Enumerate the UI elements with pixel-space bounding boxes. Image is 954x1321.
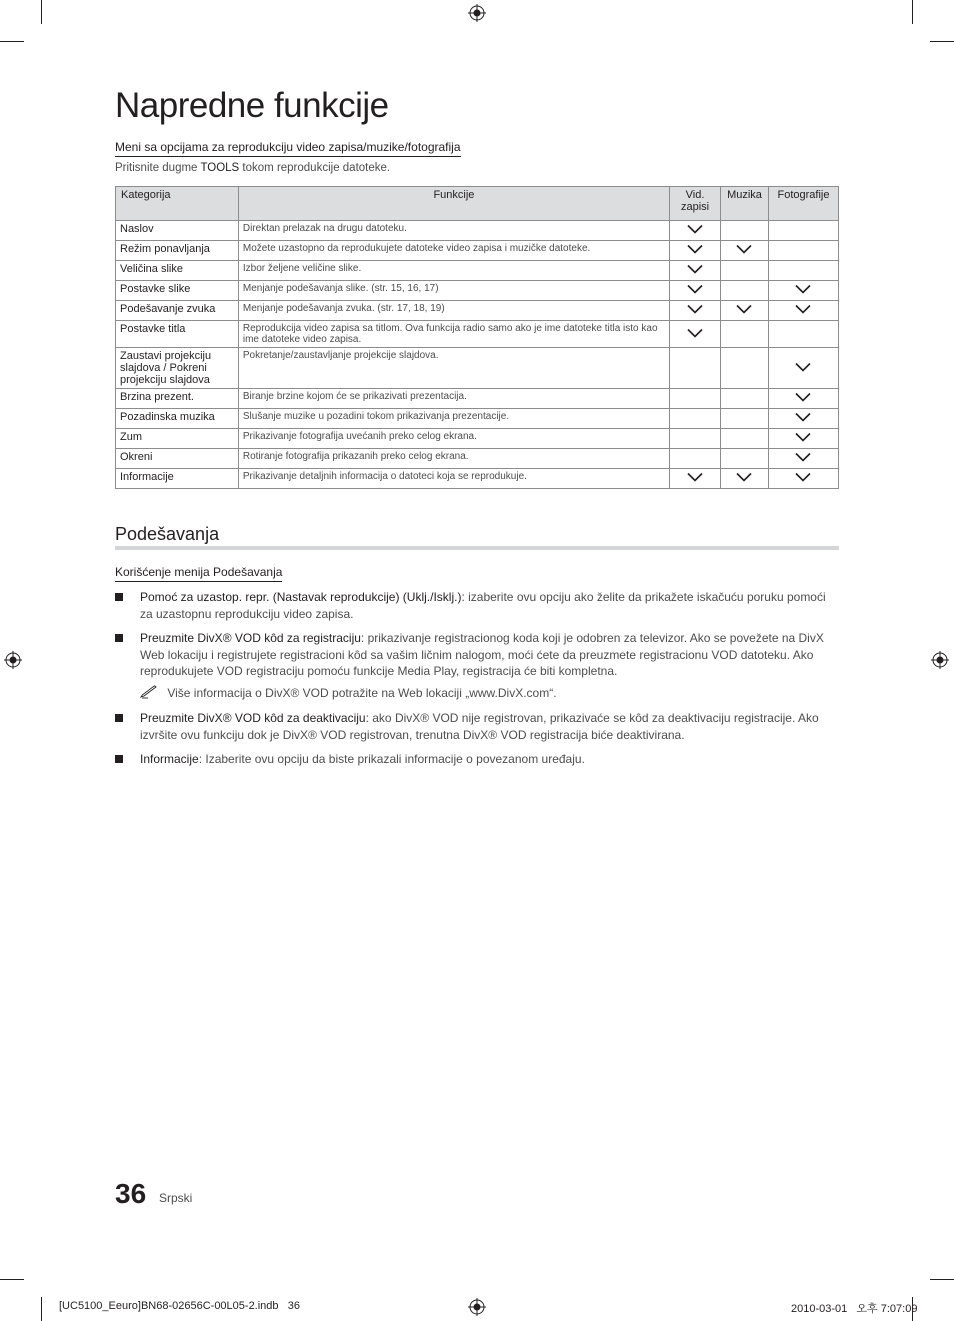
music-support-cell [721,429,769,449]
pencil-note-icon [140,685,160,699]
photo-support-cell [768,348,838,389]
column-header-video [670,187,721,221]
music-support-cell [721,389,769,409]
options-table [115,186,839,489]
crop-mark [912,0,913,24]
music-support-cell [721,241,769,261]
music-support-cell [721,449,769,469]
column-header-functions: Funkcije [238,187,669,221]
table-row [116,469,839,489]
settings-item-term: Informacije [140,752,199,766]
photo-support-cell [768,449,838,469]
photo-support-cell [768,469,838,489]
check-icon [687,244,703,254]
row-category: Postavke slike [116,281,239,301]
registration-mark-icon [468,1298,486,1316]
table-row [116,429,839,449]
row-function: Možete uzastopno da reprodukujete datoteke video zapisa i muzičke datoteke. [238,241,669,261]
video-support-cell [670,281,721,301]
table-row [116,389,839,409]
video-support-cell [670,241,721,261]
music-support-cell [721,221,769,241]
page-title: Napredne funkcije [115,86,389,125]
video-support-cell [670,301,721,321]
table-row [116,281,839,301]
settings-item-text: : prikazivanje registracionog koda koji je odobren za televizor. Ako se povežete na DivX Web lokaciju i registrujete registracioni kôd sa vašim ličnim nalogom, moći ćete da preuzmete registracionu VOD datoteku. Ako reprodukujete VOD registraciju pomoću funkcije Media Play, registracija će biti kompletna. [140,631,824,678]
settings-subheading: Korišćenje menija Podešavanja [115,565,282,582]
registration-mark-icon [468,4,486,22]
check-icon [687,264,703,274]
video-support-cell [670,321,721,348]
section-divider [115,546,839,550]
photo-support-cell [768,281,838,301]
footer-date: 2010-03-01 오후 7:07:09 [791,1303,918,1315]
row-function: Biranje brzine kojom će se prikazivati prezentacija. [238,389,669,409]
table-row [116,261,839,281]
settings-item-text: : ako DivX® VOD nije registrovan, prikazivaće se kôd za deaktivaciju registracije. Ako izvršite ovu funkciju dok je DivX® VOD registrovan, trenutna DivX® VOD registracija biće deaktivirana. [140,711,819,742]
row-category: Zaustavi projekciju slajdova / Pokreni projekciju slajdova [116,348,239,389]
row-function: Menjanje podešavanja zvuka. (str. 17, 18, 19) [238,301,669,321]
music-support-cell [721,281,769,301]
video-support-cell [670,409,721,429]
check-icon [795,472,811,482]
photo-support-cell [768,389,838,409]
check-icon [687,284,703,294]
check-icon [795,284,811,294]
photo-support-cell [768,321,838,348]
options-menu-heading: Meni sa opcijama za reprodukciju video zapisa/muzike/fotografija [115,140,461,157]
video-support-cell [670,429,721,449]
settings-item-term: Pomoć za uzastop. repr. (Nastavak reprodukcije) (Uklj./Isklj.) [140,590,462,604]
row-function: Reprodukcija video zapisa sa titlom. Ova funkcija radio samo ako je ime datoteke titla isto kao ime datoteke video zapisa. [238,321,669,348]
music-support-cell [721,409,769,429]
row-function: Pokretanje/zaustavljanje projekcije slajdova. [238,348,669,389]
crop-mark [0,1279,24,1280]
check-icon [736,304,752,314]
intro-text: Pritisnite dugme [115,162,201,174]
footer-file-info: [UC5100_Eeuro]BN68-02656C-00L05-2.indb 36 [59,1300,300,1312]
check-icon [795,412,811,422]
column-header-video-line1: Vid. [685,189,705,201]
row-function: Rotiranje fotografija prikazanih preko celog ekrana. [238,449,669,469]
page-number: 36 [115,1178,147,1209]
music-support-cell [721,321,769,348]
table-header-row [116,187,839,221]
row-function: Direktan prelazak na drugu datoteku. [238,221,669,241]
check-icon [736,244,752,254]
row-category: Informacije [116,469,239,489]
photo-support-cell [768,301,838,321]
music-support-cell [721,348,769,389]
video-support-cell [670,389,721,409]
crop-mark [41,1297,42,1321]
settings-item [115,710,839,743]
check-icon [687,328,703,338]
video-support-cell [670,221,721,241]
table-row [116,348,839,389]
check-icon [736,472,752,482]
column-header-category: Kategorija [116,187,239,221]
note-text: Više informacija o DivX® VOD potražite na Web lokaciji „www.DivX.com“. [167,686,557,700]
row-category: Postavke titla [116,321,239,348]
music-support-cell [721,261,769,281]
check-icon [795,432,811,442]
table-row [116,301,839,321]
video-support-cell [670,469,721,489]
photo-support-cell [768,409,838,429]
row-category: Pozadinska muzika [116,409,239,429]
row-category: Brzina prezent. [116,389,239,409]
row-category: Okreni [116,449,239,469]
crop-mark [930,1279,954,1280]
settings-item [115,630,839,680]
crop-mark [930,41,954,42]
table-row [116,449,839,469]
row-function: Prikazivanje fotografija uvećanih preko celog ekrana. [238,429,669,449]
table-row [116,321,839,348]
registration-mark-icon [931,651,949,669]
photo-support-cell [768,261,838,281]
intro-text: tokom reprodukcije datoteke. [239,162,391,174]
page-language: Srpski [159,1191,193,1205]
photo-support-cell [768,241,838,261]
crop-mark [0,41,24,42]
settings-item-text: : Izaberite ovu opciju da biste prikazali informacije o povezanom uređaju. [198,752,585,766]
video-support-cell [670,449,721,469]
row-category: Režim ponavljanja [116,241,239,261]
check-icon [795,304,811,314]
check-icon [687,472,703,482]
photo-support-cell [768,221,838,241]
check-icon [795,362,811,372]
table-row [116,241,839,261]
row-category: Zum [116,429,239,449]
row-function: Prikazivanje detaljnih informacija o datoteci koja se reprodukuje. [238,469,669,489]
music-support-cell [721,469,769,489]
column-header-music: Muzika [721,187,769,221]
registration-mark-icon [4,651,22,669]
table-row [116,409,839,429]
row-function: Menjanje podešavanja slike. (str. 15, 16, 17) [238,281,669,301]
music-support-cell [721,301,769,321]
column-header-photos: Fotografije [768,187,838,221]
row-category: Veličina slike [116,261,239,281]
row-category: Naslov [116,221,239,241]
settings-item-term: Preuzmite DivX® VOD kôd za deaktivaciju [140,711,366,725]
bullet-square-icon [115,593,123,601]
settings-item-term: Preuzmite DivX® VOD kôd za registraciju [140,631,361,645]
bullet-square-icon [115,714,123,722]
settings-item-text: : izaberite ovu opciju ako želite da prikažete iskačuću poruku pomoći za uzastopnu reprodukciju video zapisa. [140,590,826,621]
crop-mark [41,0,42,24]
settings-item [115,751,839,768]
check-icon [795,392,811,402]
check-icon [687,304,703,314]
bullet-square-icon [115,755,123,763]
settings-item [115,589,839,622]
options-menu-intro [115,162,390,174]
tools-key-label: TOOLS [200,162,240,174]
row-category: Podešavanje zvuka [116,301,239,321]
video-support-cell [670,348,721,389]
table-row [116,221,839,241]
photo-support-cell [768,429,838,449]
check-icon [687,224,703,234]
column-header-video-line2: zapisi [680,201,710,213]
settings-note [140,685,557,700]
video-support-cell [670,261,721,281]
row-function: Slušanje muzike u pozadini tokom prikazivanja prezentacije. [238,409,669,429]
settings-section-title: Podešavanja [115,524,220,544]
bullet-square-icon [115,634,123,642]
check-icon [795,452,811,462]
row-function: Izbor željene veličine slike. [238,261,669,281]
